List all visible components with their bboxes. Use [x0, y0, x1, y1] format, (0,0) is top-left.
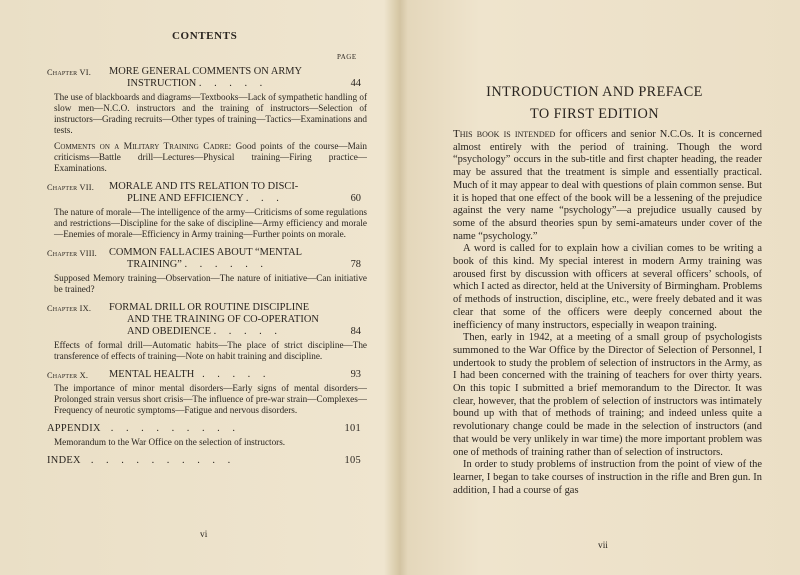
leader-dots: . . . — [245, 193, 284, 204]
paragraph-1 — [453, 128, 762, 243]
chapter-heading — [47, 66, 367, 90]
chapter-synopsis — [47, 383, 367, 416]
chapter-title: FORMAL DRILL OR ROUTINE DISCIPLINE — [109, 302, 310, 313]
chapter-heading — [427, 81, 762, 125]
table-of-contents — [47, 66, 367, 474]
synopsis-subsection — [54, 141, 367, 174]
chapter-title: MORE GENERAL COMMENTS ON ARMY — [109, 66, 303, 77]
toc-appendix — [47, 423, 367, 448]
leader-dots: . . . . . . . . . . — [90, 455, 236, 466]
toc-chapter-8 — [47, 247, 367, 295]
synopsis-text: The importance of minor mental disorders—Early signs of mental disorders—Prolonged strain versus short crisis—The influence of pre-war strain—Complexes—Frequency of neurotic symptoms—Fatigue and nervous disorders. — [54, 383, 367, 415]
leader-dots: . . . . . . . . . — [110, 423, 240, 434]
chapter-title-cont — [109, 326, 345, 338]
toc-chapter-6 — [47, 66, 367, 174]
chapter-title-cont — [109, 259, 345, 271]
chapter-title-cont — [109, 193, 345, 205]
paragraph-2: A word is called for to explain how a civilian comes to be writing a book of this kind. My special interest in modern Army training was aroused first by discussion with officers at several officers’ schools, of which I acted as director, held at the University of Birmingham. Problems of methods of instruction, discipline, etc., were freely debated and it was clear that some of the officers were deeply concerned about the inefficiency of many instructors, especially in weapon training. — [453, 243, 762, 331]
chapter-synopsis — [47, 207, 367, 240]
appendix-page-number: 101 — [344, 423, 361, 434]
contents-title: CONTENTS — [172, 30, 238, 42]
chapter-synopsis — [47, 340, 367, 362]
chapter-synopsis — [47, 273, 367, 295]
chapter-page-number: 44 — [350, 78, 361, 89]
chapter-synopsis — [47, 92, 367, 174]
right-page — [401, 0, 800, 575]
chapter-page-number: 78 — [350, 259, 361, 270]
chapter-title: MORALE AND ITS RELATION TO DISCI- — [109, 181, 299, 192]
appendix-synopsis — [47, 437, 367, 448]
chapter-title-line2: TRAINING” — [127, 259, 182, 270]
page-folio: vii — [598, 541, 608, 551]
chapter-label: Chapter VI. — [47, 68, 91, 77]
body-text — [453, 128, 762, 497]
synopsis-text: The use of blackboards and diagrams—Textbooks—Lack of sympathetic handling of slow men—N.C.O. instructors and the training of instructors—Selection of instructors—Grading recruits—Other types of training—Tactics—Examinations and tests. — [54, 92, 367, 135]
page-column-label: PAGE — [337, 53, 357, 61]
chapter-label: Chapter IX. — [47, 304, 92, 313]
lead-in-small-caps: This book is intended — [453, 128, 556, 140]
appendix-label: APPENDIX — [47, 423, 101, 434]
chapter-page-number: 60 — [350, 193, 361, 204]
chapter-title-cont-1: AND THE TRAINING OF CO-OPERATION — [127, 314, 319, 325]
leader-dots: . . . . . — [202, 369, 271, 380]
paragraph-4: In order to study problems of instruction from the point of view of the learner, I began to take courses of instruction in the rifle and Bren gun. In addition, I had a course of gas — [453, 459, 762, 496]
toc-chapter-10 — [47, 369, 367, 416]
toc-chapter-7 — [47, 181, 367, 240]
chapter-label: Chapter VII. — [47, 183, 94, 192]
subsection-heading: Comments on a Military Training Cadre: — [54, 141, 232, 152]
paragraph-3: Then, early in 1942, at a meeting of a small group of psychologists summoned to the War Office by the Director of Selection of Personnel, I undertook to study the problem of selection of instructors in the Army, as I had been concerned with the training of teachers for over thirty years. On this topic I submitted a brief memorandum to the Director. It was clear, however, that the problem of selection of instructors was intimately bound up with that of methods of training; and indeed unless quite a revolutionary change could be made in the selection of instructors (and that would be very unlikely in war time) the more important problem was one of methods of training rather than of selection of instructors. — [453, 332, 762, 458]
chapter-title-line1: MENTAL HEALTH — [109, 369, 195, 380]
chapter-page-number: 84 — [350, 326, 361, 337]
chapter-title-line2: INSTRUCTION — [127, 78, 197, 89]
chapter-label: Chapter X. — [47, 371, 89, 380]
heading-line-2: TO FIRST EDITION — [530, 106, 659, 122]
page-folio: vi — [200, 530, 208, 540]
chapter-heading — [47, 247, 367, 271]
index-label: INDEX — [47, 455, 81, 466]
synopsis-text: The nature of morale—The intelligence of the army—Criticisms of some regulations and restrictions—Discipline for the sake of discipline—Army efficiency and morale—Enemies of morale—Efficiency in Army training—Further points on morale. — [54, 207, 367, 239]
paragraph-1-text: for officers and senior N.C.Os. It is concerned almost entirely with the period of training. Though the word “psychology” occurs in the sub-title and first chapter heading, the reader may be assured that the treatment is simple and essentially practical. Much of it may appear to deal with questions of plain common sense. But it is hoped that one effect of the book will be a lessening of the prejudice against the very name “psychology”—a prejudice usually caused by some of the absurd theories spun by semi-amateurs under cover of the name “psychology.” — [453, 129, 762, 242]
chapter-title: COMMON FALLACIES ABOUT “MENTAL — [109, 247, 303, 258]
leader-dots: . . . . . . — [184, 259, 269, 270]
leader-dots: . . . . . — [213, 326, 282, 337]
chapter-title-line2: AND OBEDIENCE — [127, 326, 211, 337]
synopsis-text: Effects of formal drill—Automatic habits—The place of strict discipline—The transference of effects of training—Note on habit training and discipline. — [54, 340, 367, 361]
chapter-heading — [47, 302, 367, 338]
chapter-heading — [47, 369, 367, 381]
subsection-text: Good points of the course—Main criticisms—Battle drill—Lectures—Physical training—Firing practice—Examinations. — [54, 141, 367, 173]
chapter-title-line2: PLINE AND EFFICIENCY — [127, 193, 244, 204]
chapter-page-number: 93 — [350, 369, 361, 380]
chapter-label: Chapter VIII. — [47, 249, 97, 258]
index-page-number: 105 — [344, 455, 361, 466]
synopsis-text: Supposed Memory training—Observation—The nature of initiative—Can initiative be trained? — [54, 273, 367, 294]
index-heading — [47, 455, 367, 467]
leader-dots: . . . . . — [198, 78, 268, 89]
chapter-heading — [47, 181, 367, 205]
chapter-title — [109, 369, 345, 381]
synopsis-text: Memorandum to the War Office on the selection of instructors. — [54, 437, 286, 447]
toc-chapter-9 — [47, 302, 367, 362]
toc-index — [47, 455, 367, 467]
chapter-title-cont — [109, 78, 345, 90]
heading-line-1: INTRODUCTION AND PREFACE — [486, 84, 703, 100]
appendix-heading — [47, 423, 367, 435]
